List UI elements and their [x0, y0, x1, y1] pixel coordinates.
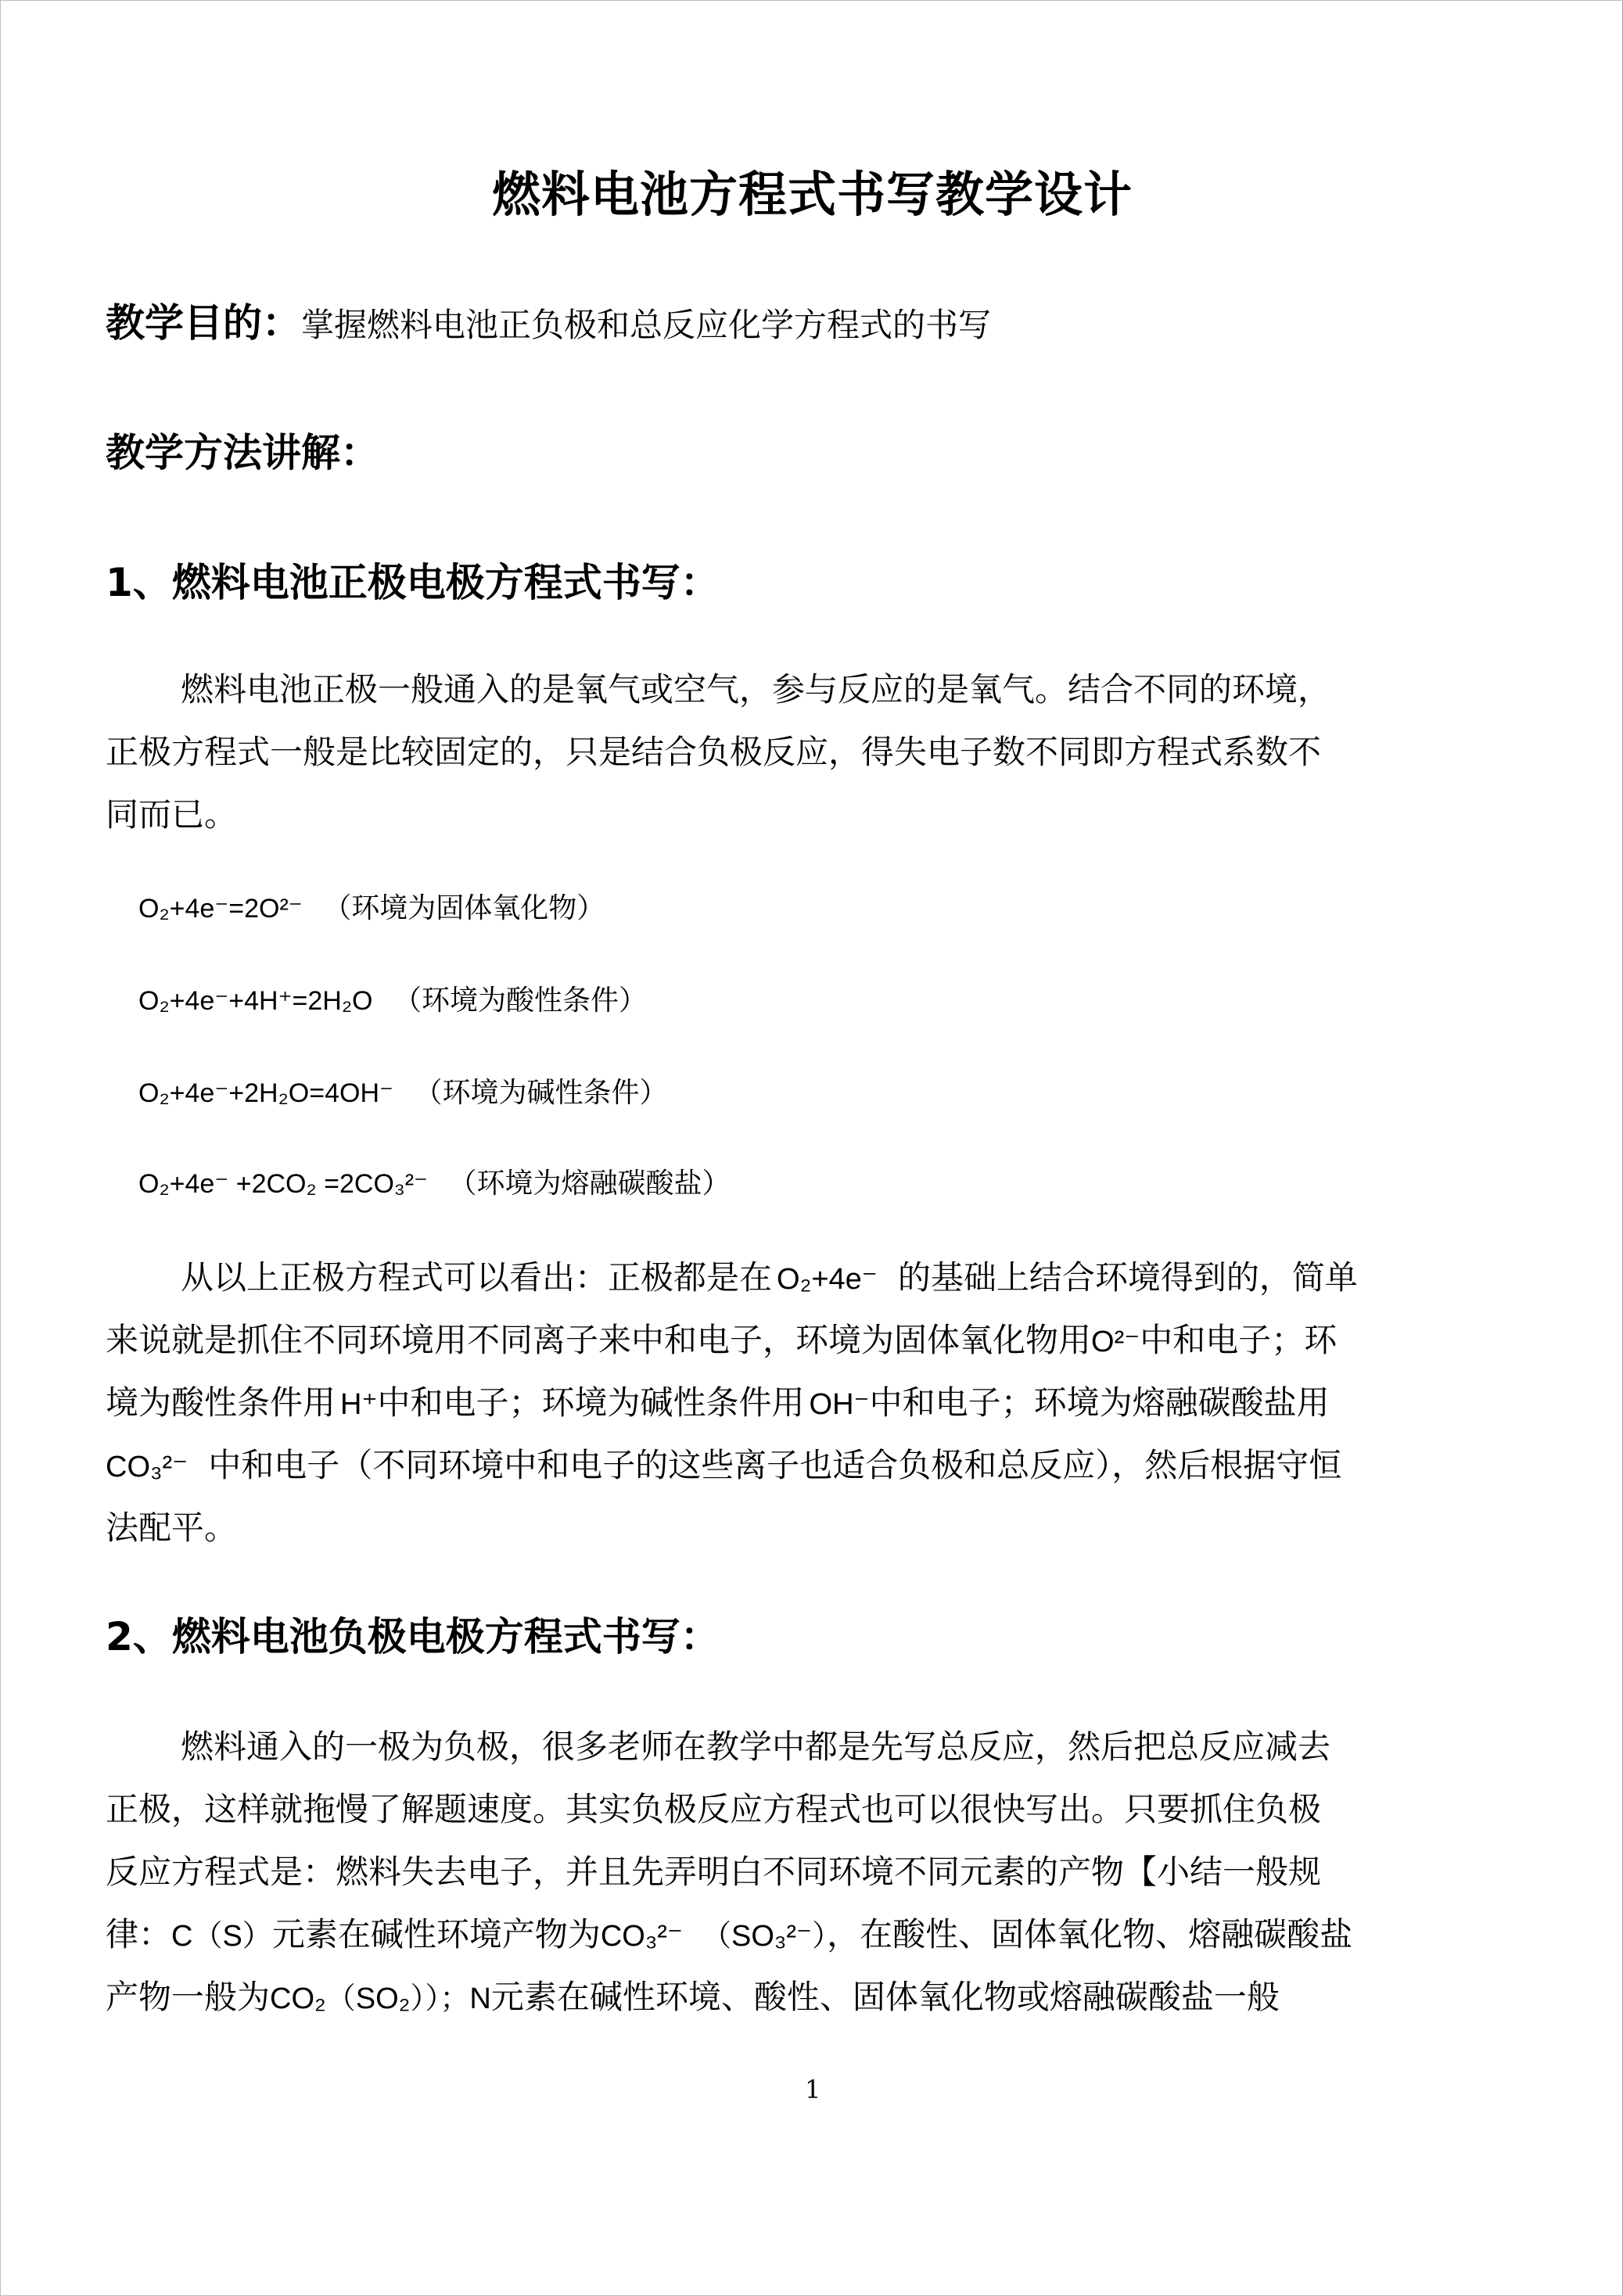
equation-note: （环境为碱性条件） — [414, 1077, 668, 1109]
equation-row — [138, 978, 647, 1018]
equation-note: （环境为酸性条件） — [393, 985, 648, 1017]
equation-formula: O₂+4e⁻+2H₂O=4OH⁻ — [138, 1078, 393, 1108]
equation-row — [138, 886, 605, 926]
equation-formula: O₂+4e⁻+4H⁺=2H₂O — [138, 986, 373, 1016]
equation-formula: O₂+4e⁻ +2CO₂ =2CO₃²⁻ — [138, 1169, 428, 1199]
section1-para1-line3: 同而已。 — [106, 795, 238, 834]
section1-para2-line1: 从以上正极方程式可以看出：正极都是在 O₂+4e⁻ 的基础上结合环境得到的，简单 — [181, 1258, 1358, 1297]
equation-note: （环境为熔融碳酸盐） — [448, 1168, 731, 1200]
objective-text: 掌握燃料电池正负极和总反应化学方程式的书写 — [301, 306, 992, 344]
section2-para-line4: 律：C（S）元素在碱性环境产物为CO₃²⁻ （SO₃²⁻），在酸性、固体氧化物、熔融碳酸盐 — [106, 1915, 1353, 1953]
section2-para-line1: 燃料通入的一极为负极，很多老师在教学中都是先写总反应，然后把总反应减去 — [181, 1727, 1331, 1766]
section1-para2-line2: 来说就是抓住不同环境用不同离子来中和电子，环境为固体氧化物用O²⁻中和电子；环 — [106, 1321, 1338, 1359]
section1-heading: 1、燃料电池正极电极方程式书写： — [106, 560, 720, 605]
section1-para2-line5: 法配平。 — [106, 1509, 238, 1547]
equation-formula: O₂+4e⁻=2O²⁻ — [138, 894, 303, 924]
section1-para1-line1: 燃料电池正极一般通入的是氧气或空气，参与反应的是氧气。结合不同的环境， — [181, 670, 1331, 709]
page-title: 燃料电池方程式书写教学设计 — [491, 166, 1133, 223]
section2-para-line5: 产物一般为CO₂（SO₂））；N元素在碱性环境、酸性、固体氧化物或熔融碳酸盐一般 — [106, 1978, 1280, 2016]
section1-para2-line3: 境为酸性条件用 H⁺中和电子；环境为碱性条件用 OH⁻中和电子；环境为熔融碳酸盐用 — [106, 1383, 1330, 1422]
section2-para-line3: 反应方程式是：燃料失去电子，并且先弄明白不同环境不同元素的产物【小结一般规 — [106, 1853, 1322, 1891]
objective-label: 教学目的： — [106, 300, 301, 346]
section1-para1-line2: 正极方程式一般是比较固定的，只是结合负极反应，得失电子数不同即方程式系数不 — [106, 733, 1322, 771]
equation-note: （环境为固体氧化物） — [323, 892, 605, 924]
section2-para-line2: 正极，这样就拖慢了解题速度。其实负极反应方程式也可以很快写出。只要抓住负极 — [106, 1790, 1322, 1828]
equation-row — [138, 1071, 667, 1110]
objective-line — [106, 292, 991, 348]
equation-row — [138, 1161, 731, 1201]
method-heading: 教学方法讲解： — [106, 430, 379, 475]
page-number: 1 — [805, 2075, 821, 2104]
section2-heading: 2、燃料电池负极电极方程式书写： — [106, 1614, 720, 1659]
section1-para2-line4: CO₃²⁻ 中和电子（不同环境中和电子的这些离子也适合负极和总反应），然后根据守恒 — [106, 1446, 1342, 1484]
